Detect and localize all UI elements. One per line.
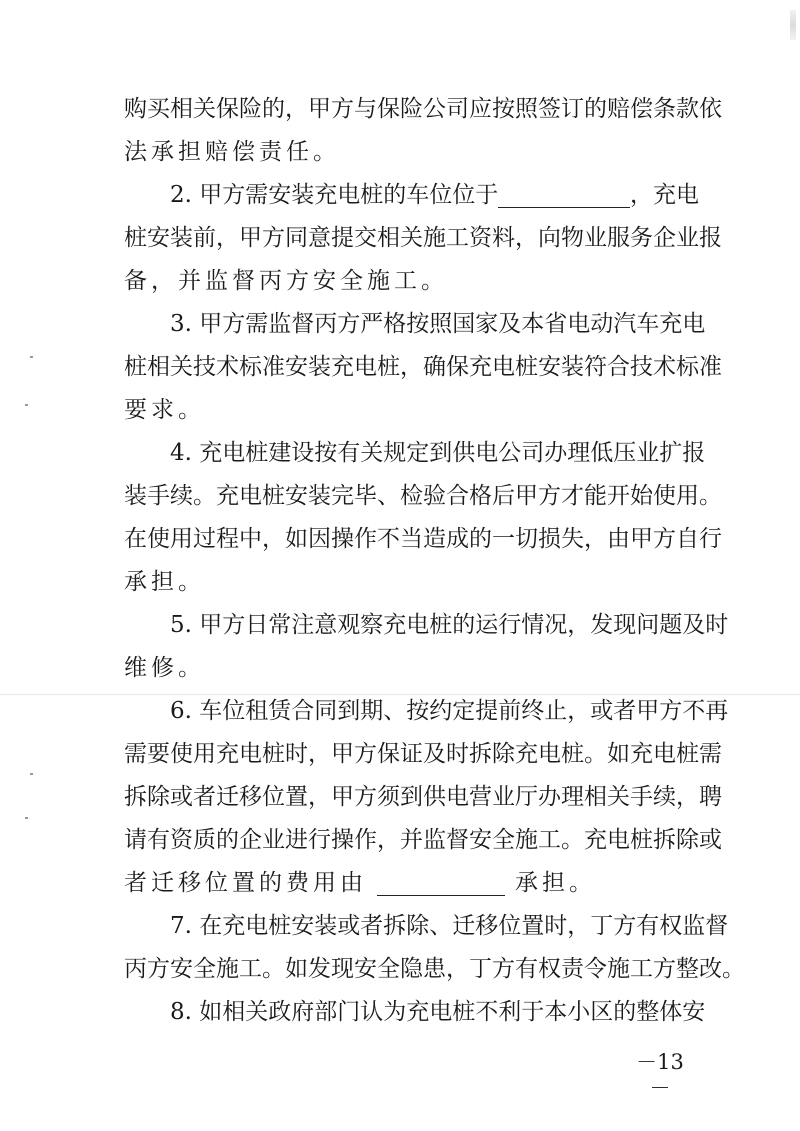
text-line: 5. 甲方日常注意观察充电桩的运行情况，发现问题及时 [170, 612, 729, 638]
scan-speck [25, 404, 28, 406]
text-line: 8. 如相关政府部门认为充电桩不利于本小区的整体安 [170, 999, 706, 1025]
text-line: 丙方安全施工。如发现安全隐患，丁方有权责令施工方整改。 [124, 956, 745, 982]
text-segment: 者迁移位置的费用由 [124, 870, 367, 896]
text-line: 桩安装前，甲方同意提交相关施工资料，向物业服务企业报 [124, 225, 722, 251]
fill-in-blank-parking-location[interactable] [498, 183, 630, 208]
text-line: 需要使用充电桩时，甲方保证及时拆除充电桩。如充电桩需 [124, 741, 722, 767]
text-line: 承担。 [124, 569, 205, 595]
scan-speck [25, 817, 28, 819]
fill-in-blank-removal-cost-party[interactable] [377, 871, 505, 896]
text-segment: 承担。 [515, 870, 596, 896]
text-line: 要求。 [124, 397, 205, 423]
fold-line [0, 694, 800, 695]
text-line: 请有资质的企业进行操作，并监督安全施工。充电桩拆除或 [124, 827, 722, 853]
text-line: 拆除或者迁移位置，甲方须到供电营业厅办理相关手续，聘 [124, 784, 722, 810]
text-line: 7. 在充电桩安装或者拆除、迁移位置时，丁方有权监督 [170, 913, 729, 939]
text-segment: ，充电 [630, 182, 699, 208]
text-line: 3. 甲方需监督丙方严格按照国家及本省电动汽车充电 [170, 311, 706, 337]
text-line: 装手续。充电桩安装完毕、检验合格后甲方才能开始使用。 [124, 483, 722, 509]
text-line: 4. 充电桩建设按有关规定到供电公司办理低压业扩报 [170, 440, 706, 466]
text-line-with-blank [124, 868, 699, 898]
text-line: 购买相关保险的，甲方与保险公司应按照签订的赔偿条款依 [124, 96, 722, 122]
text-line-with-blank [170, 180, 699, 210]
text-line: 6. 车位租赁合同到期、按约定提前终止，或者甲方不再 [170, 698, 729, 724]
text-line: 维修。 [124, 655, 205, 681]
scan-speck [30, 773, 33, 775]
scan-speck [30, 356, 33, 358]
text-segment: 2. 甲方需安装充电桩的车位位于 [170, 182, 499, 208]
page-number: －13－ [636, 1050, 684, 1100]
scan-edge-mark [790, 10, 796, 40]
text-line: 桩相关技术标准安装充电桩，确保充电桩安装符合技术标准 [124, 354, 722, 380]
text-line: 在使用过程中，如因操作不当造成的一切损失，由甲方自行 [124, 526, 722, 552]
text-line: 法承担赔偿责任。 [124, 139, 340, 165]
text-line: 备，并监督丙方安全施工。 [124, 268, 448, 294]
